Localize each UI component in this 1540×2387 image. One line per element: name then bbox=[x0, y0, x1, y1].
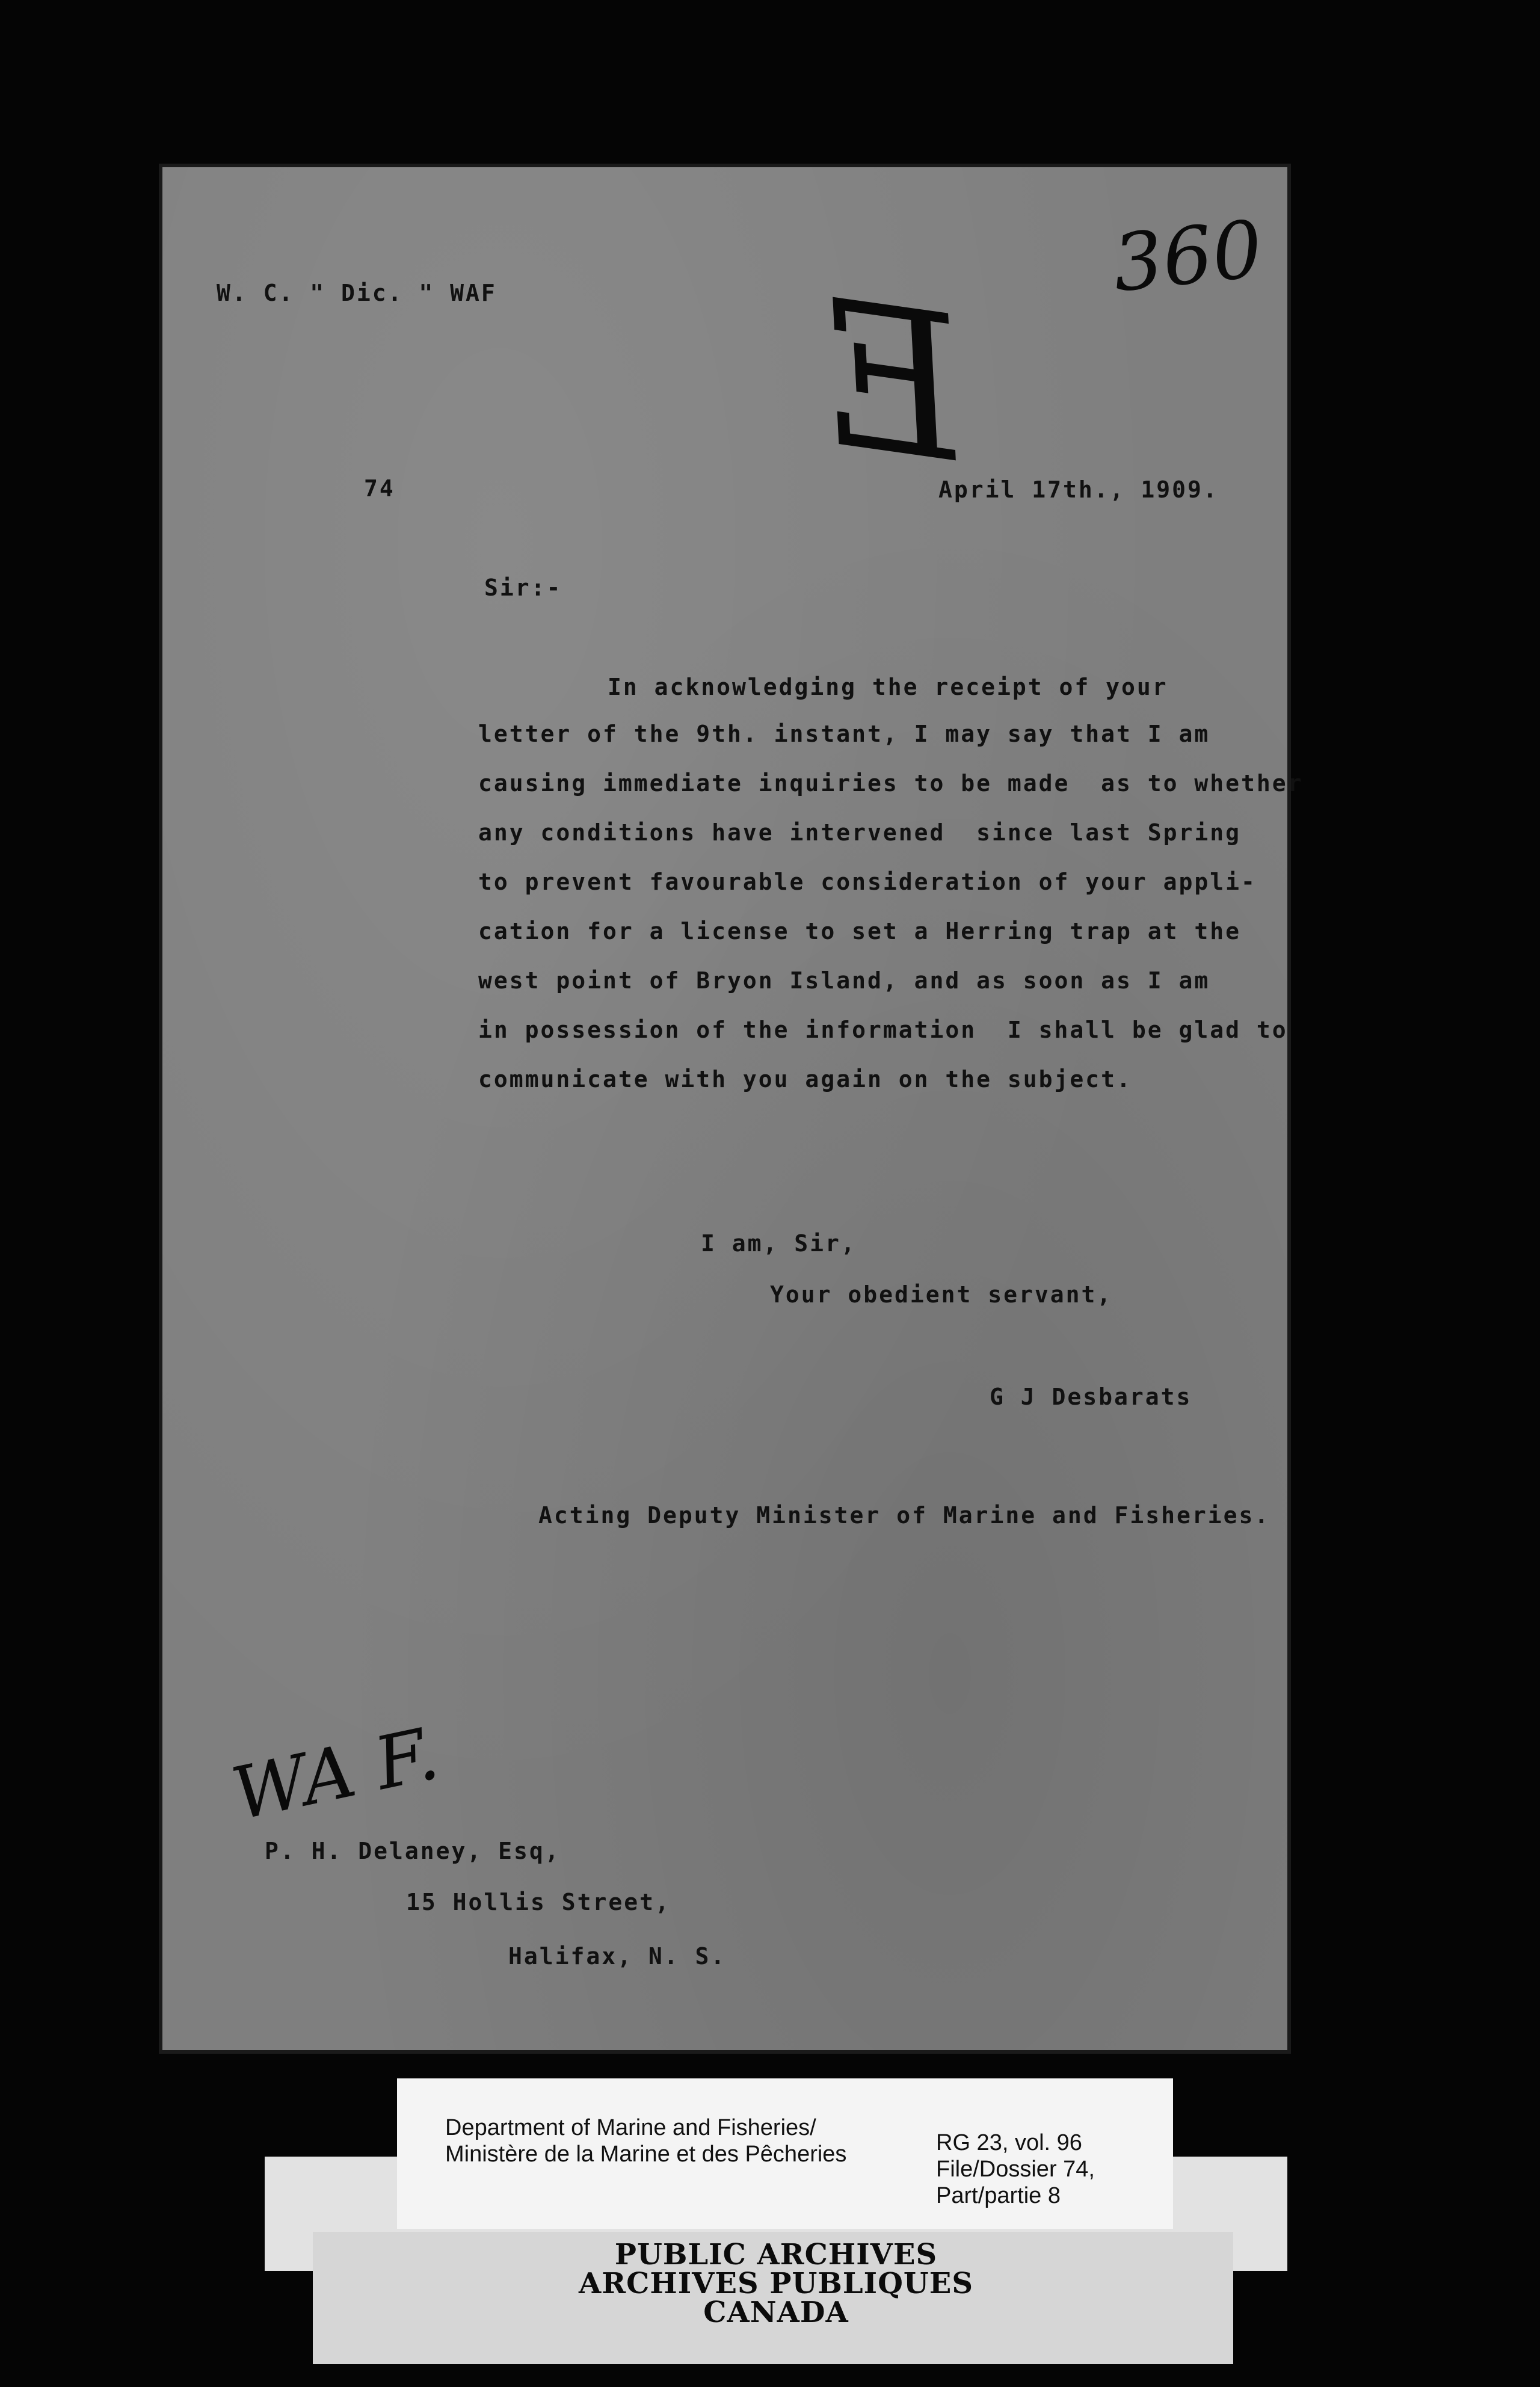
body-line: any conditions have intervened since last Spring bbox=[478, 819, 1242, 846]
recipient-city: Halifax, N. S. bbox=[508, 1943, 727, 1970]
body-line: causing immediate inquiries to be made as to whether bbox=[478, 770, 1304, 796]
file-number-label: File/Dossier 74, bbox=[936, 2157, 1095, 2182]
stamp-line-2: ARCHIVES PUBLIQUES bbox=[579, 2267, 973, 2300]
closing-line: Your obedient servant, bbox=[770, 1281, 1113, 1308]
body-line: letter of the 9th. instant, I may say that I am bbox=[478, 721, 1210, 747]
part-number-label: Part/partie 8 bbox=[936, 2183, 1061, 2208]
body-line: communicate with you again on the subject. bbox=[478, 1066, 1132, 1092]
stamp-line-3: CANADA bbox=[703, 2296, 849, 2329]
signature: G J Desbarats bbox=[990, 1384, 1192, 1410]
body-line: in possession of the information I shall be glad to bbox=[478, 1017, 1288, 1043]
record-group: RG 23, vol. 96 bbox=[936, 2130, 1082, 2155]
department-french: Ministère de la Marine et des Pêcheries bbox=[445, 2142, 847, 2167]
stamp-line-1: PUBLIC ARCHIVES bbox=[614, 2238, 938, 2272]
body-line: to prevent favourable consideration of your appli- bbox=[478, 869, 1257, 895]
recipient-street: 15 Hollis Street, bbox=[406, 1889, 671, 1915]
signatory-title: Acting Deputy Minister of Marine and Fisheries. bbox=[538, 1502, 1270, 1529]
body-line: west point of Bryon Island, and as soon as I am bbox=[478, 967, 1210, 994]
salutation: Sir:- bbox=[484, 574, 562, 601]
recipient-name: P. H. Delaney, Esq, bbox=[265, 1838, 561, 1864]
file-number: 74 bbox=[364, 475, 395, 502]
handwritten-page-number: 360 bbox=[1108, 203, 1267, 310]
body-line: cation for a license to set a Herring trap at the bbox=[478, 918, 1242, 944]
handwritten-mark: E bbox=[802, 257, 979, 507]
handwritten-initials: WA F. bbox=[225, 1711, 446, 1837]
letter-date: April 17th., 1909. bbox=[938, 476, 1219, 503]
department-english: Department of Marine and Fisheries/ bbox=[445, 2115, 816, 2140]
body-line: In acknowledging the receipt of your bbox=[608, 674, 1168, 700]
closing-line: I am, Sir, bbox=[701, 1230, 857, 1257]
archive-label bbox=[397, 2078, 1173, 2229]
reference-line: W. C. " Dic. " WAF bbox=[217, 280, 497, 306]
